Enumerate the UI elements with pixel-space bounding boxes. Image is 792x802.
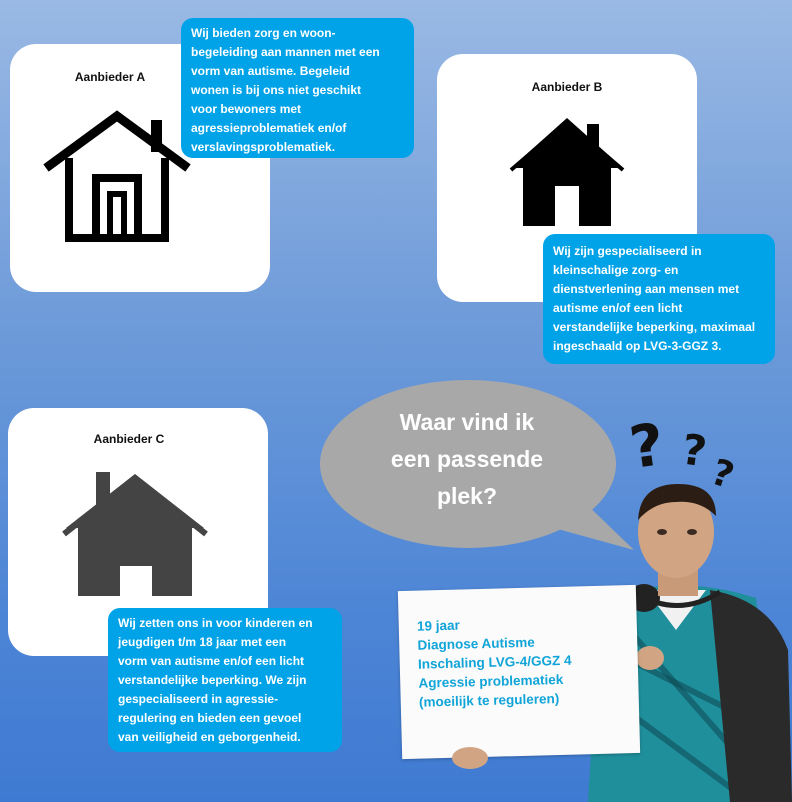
- provider-a-line: voor bewoners met: [191, 102, 302, 116]
- provider-b-line: kleinschalige zorg- en: [553, 263, 679, 277]
- provider-b-line: autisme en/of een licht: [553, 301, 683, 315]
- question-line: Waar vind ik: [399, 409, 535, 435]
- provider-a-line: wonen is bij ons niet geschikt: [191, 83, 362, 97]
- provider-a-line: Wij bieden zorg en woon-: [191, 26, 336, 40]
- sign-line: Diagnose Autisme: [417, 634, 535, 653]
- provider-a-line: agressieproblematiek en/of: [191, 121, 347, 135]
- question-mark-icon: ?: [706, 451, 739, 498]
- provider-b-description: [543, 234, 775, 364]
- provider-b-line: verstandelijke beperking, maximaal: [553, 320, 756, 334]
- provider-c-line: gespecialiseerd in agressie-: [118, 692, 279, 706]
- provider-c-line: van veiligheid en geborgenheid.: [118, 730, 301, 744]
- question-mark-icon: ?: [625, 409, 669, 483]
- provider-a-line: verslavingsproblematiek.: [191, 140, 336, 154]
- house-filled-icon: [507, 114, 627, 230]
- question-text: [340, 404, 594, 515]
- provider-c-description: [108, 608, 342, 752]
- house-gray-icon: [60, 466, 210, 600]
- provider-a-line: vorm van autisme. Begeleid: [191, 64, 350, 78]
- question-mark-icon: ?: [678, 424, 710, 477]
- provider-b-line: ingeschaald op LVG-3-GGZ 3.: [553, 339, 722, 353]
- question-line: een passende: [390, 446, 544, 472]
- provider-a-line: begeleiding aan mannen met een: [191, 45, 380, 59]
- question-line: plek?: [436, 483, 498, 509]
- provider-a-description: [181, 18, 414, 158]
- hand-icon: [450, 744, 490, 774]
- sign-line: 19 jaar: [416, 617, 461, 634]
- provider-c-line: Wij zetten ons in voor kinderen en: [118, 616, 313, 630]
- provider-b-line: dienstverlening aan mensen met: [553, 282, 740, 296]
- provider-c-line: verstandelijke beperking. We zijn: [118, 673, 307, 687]
- sign-text: [417, 611, 629, 711]
- provider-b-title: Aanbieder B: [531, 80, 603, 94]
- provider-c-line: vorm van autisme en/of een licht: [118, 654, 305, 668]
- provider-c-line: regulering en bieden een gevoel: [118, 711, 302, 725]
- provider-b-line: Wij zijn gespecialiseerd in: [553, 244, 702, 258]
- provider-c-line: jeugdigen t/m 18 jaar met een: [118, 635, 287, 649]
- provider-a-title: Aanbieder A: [74, 70, 146, 84]
- sign-line: (moeilijk te reguleren): [418, 691, 560, 710]
- provider-c-title: Aanbieder C: [93, 432, 165, 446]
- house-outline-icon: [40, 110, 194, 244]
- sign-line: Agressie problematiek: [418, 671, 564, 691]
- sign-line: Inschaling LVG-4/GGZ 4: [417, 652, 572, 672]
